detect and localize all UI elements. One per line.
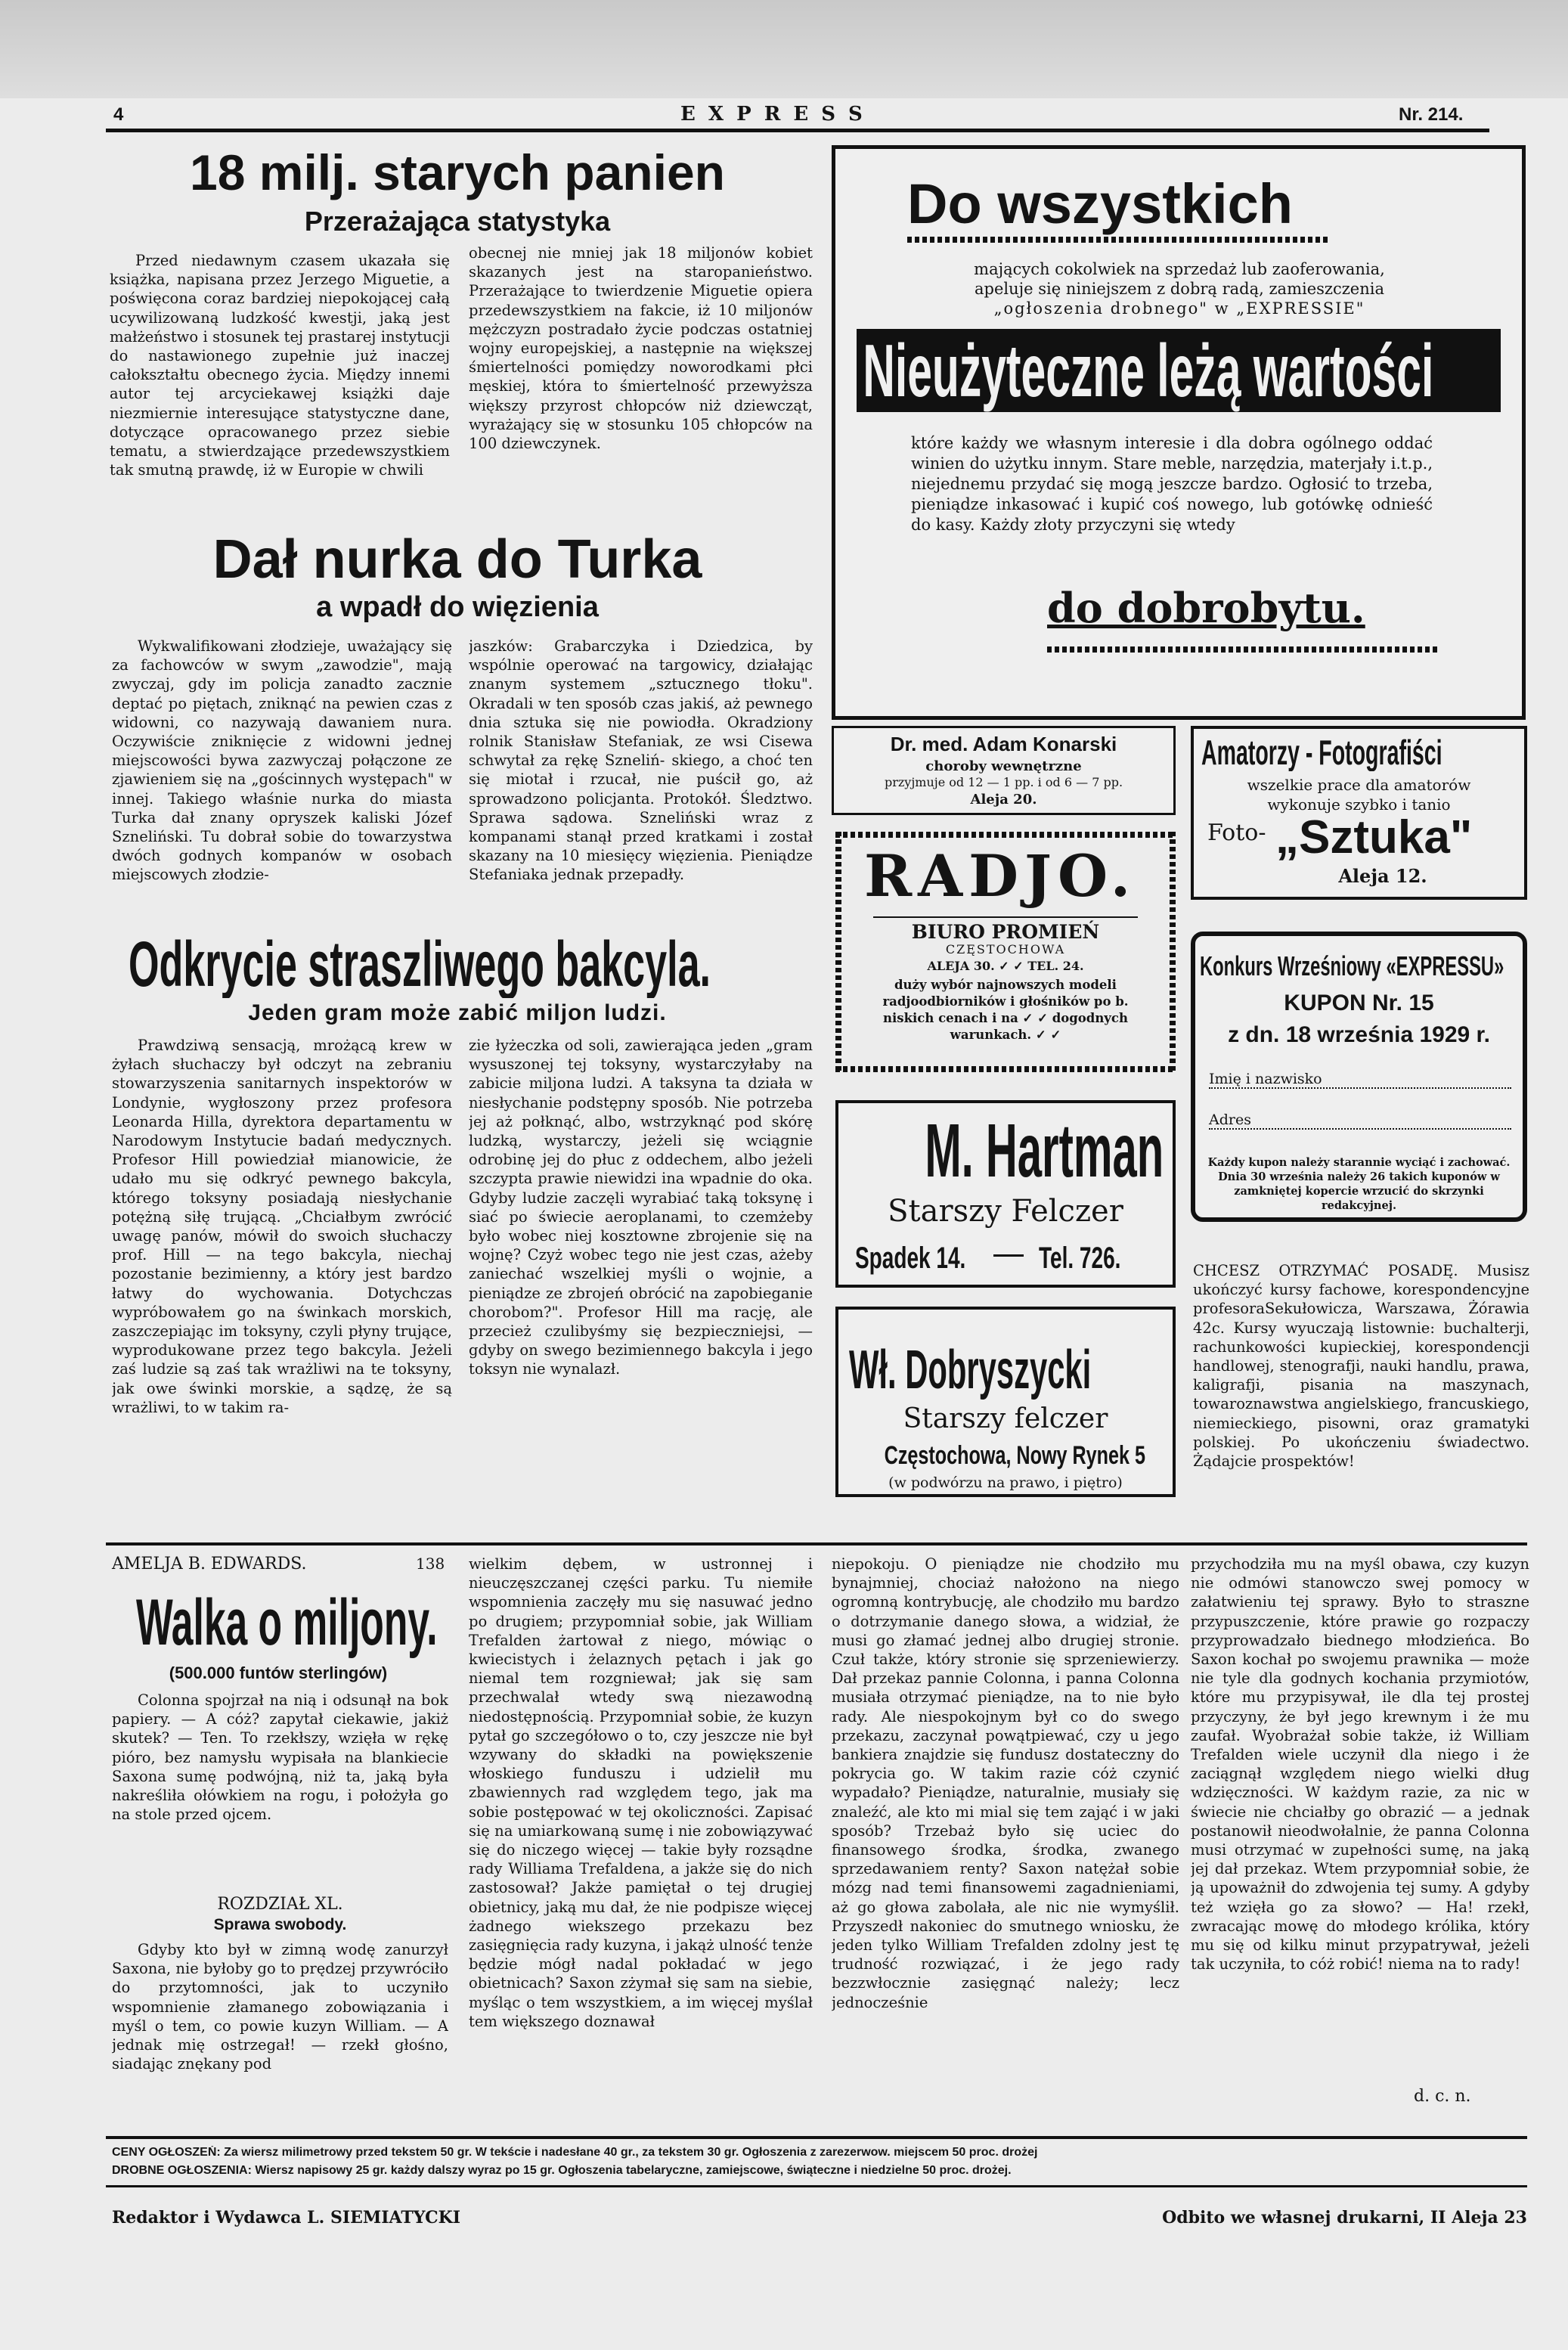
article2-column-1: Wykwalifikowani złodzieje, uważający się za fachowców w swym „zawodzie", mają zwyczaj, gdy im policja zanadto zacznie deptać po piętach, zniknąć na pewien czas z widowni, co nazywają dawaniem nura. Oczywiście zniknięcie z widowni jednej miejscowości bywa zazwyczaj połączone ze zjawieniem się na „gościnnych występach" w innej. Takiego właśnie nurka do miasta Turka dał znany opryszek kaliski Józef Szneliński. Tu dobrał sobie do towarzystwa dwóch godnych kompanów w osobach miejscowych złodzie- [112, 637, 452, 884]
serial-column-2: wielkim dębem, w ustronnej i nieuczęszczanej części parku. Tu niemiłe wspomnienia zaczęły mu się nasuwać jedno po drugiem; przypomniał sobie, jak William Trefalden żartował z niego, mówiąc o kwiecistych i żelaznych pętach i jak go niemal tem rozgniewał; jak się sam przechwalał wtedy swą niezawodną niedostępnością. Przypomniał sobie, że kuzyn pytał go szczegółowo o to, czy jeszcze nie był wzywany do składki na powiększenie włoskiego funduszu i udzielił mu zbawiennych rad względem tego, jak ma sobie postępować w tej okoliczności. Zapisać się na umiarkowaną sumę i nie zobowiązywać się do niczego więcej — takie były rozsądne rady Williama Trefaldena, a jakże się do nich zastosował? Jakże pamiętał o tej drugiej obietnicy, jaką mu dał, że nie podpisze więcej żadnego wiekszego przekazu bez zasięgnięcia rady kuzyna, i jakąż ulność tenże będzie mógł nadal pokładać w jego obietnicach? Saxon zżymał się sam na siebie, myśląc o tem wszystkiem, a im więcej myślał tem większego doznawał [469, 1555, 813, 2030]
ad-radio: RADJO. BIURO PROMIEŃ CZĘSTOCHOWA ALEJA 30. ✓ ✓ TEL. 24. duży wybór najnowszych modeli radjoodbiorników i głośników po b. niskich cenach i na ✓ ✓ dogodnych warunkach. ✓ ✓ [835, 832, 1176, 1072]
article2-title: Dał nurka do Turka [212, 529, 702, 590]
serial-column-1a: Colonna spojrzał na nią i odsunął na bok papiery. — A cóż? zapytał ciekawie, jakiż skutek? — Ten. To rzekłszy, wzięła w rękę pióro, bez namysłu wypisała na blankiecie Saxona sumę podwójną, niż ta, jaką była nakreśliła ołówkiem na rogu, i położyła go na stole przed ojcem. [112, 1691, 448, 1824]
article2-subtitle: a wpadł do więzienia [316, 591, 599, 623]
article3-title: Odkrycie straszliwego bakcyla. [129, 930, 711, 998]
ad-kupon: Konkurs Wrześniowy «EXPRESSU» KUPON Nr. 15 z dn. 18 września 1929 r. Imię i nazwisko Adres Każdy kupon należy starannie wyciąć i zachować. Dnia 30 września należy 26 takich kuponów w zamkniętej kopercie wrzucić do skrzynki redakcyjnej. [1191, 932, 1527, 1222]
issue-number: Nr. 214. [1399, 104, 1464, 125]
ad-banner [857, 329, 1501, 412]
serial-subtitle: (500.000 funtów sterlingów) [169, 1663, 388, 1682]
article1-title: 18 milj. starych panien [190, 144, 725, 200]
serial-title: Walka o miljony. [136, 1586, 438, 1659]
ad-big-intro: mających cokolwiek na sprzedaż lub zaoferowania, apeluje się niniejszem z dobrą radą, zamieszczenia „ogłoszenia drobnego" w „EXPRESSIE" [974, 260, 1385, 318]
editor-line: Redaktor i Wydawca L. SIEMIATYCKI [112, 2208, 461, 2228]
serial-column-4: przychodziła mu na myśl obawa, czy kuzyn nie odmówi stanowczo swej pomocy w załatwieniu tej sprawy. Było to straszne przypuszczenie, które prawie go rozpaczy przyprowadzało biednego młodzieńca. Bo Saxon kochał po swojemu prawnika — może nie tyle dla godnych kochania przymiotów, które mu przypisywał, ile dla tej prostej przyczyny, że był jego krewnym i że mu zaufał. Wyobrażał sobie także, iż William Trefalden wiele uczynił dla niego i że zaciągnął względem niego wielki dług wdzięczności. W każdym razie, za nic w świecie nie chciałby go obrazić — a jednak postanowił nieodwołalnie, że panna Colonna musi otrzymać w zupełności sumę, na jaką jej dał przekaz. Wtem przypomniał sobie, że ją upoważnił do zdwojenia tej sumy. A gdyby też wzięła go za słowo? — Ha! rzekł, zwracając mowę do młodego królika, który mu się od kilku minut przypatrywał, jeżeli tak uczyniła, to cóż robić! niema na to rady! [1191, 1555, 1529, 1973]
article1-column-1: Przed niedawnym czasem ukazała się książka, napisana przez Jerzego Miguetie, a poświęcona coraz bardziej niepokojącej całą ucywilizowaną ludzkość kwestji, jaką jest małżeństwo i stosunek tej prastarej instytucji do nastawionego zupełnie już inaczej całokształtu obecnego życia. Między innemi autor tej arcyciekawej książki daje niezmiernie interesujące statystyczne dane, dotyczące opracowanego przez siebie tematu, a stwierdzające przedewszystkiem tak smutną prawdę, iż w Europie w chwili [110, 252, 450, 479]
article1-subtitle: Przerażająca statystyka [304, 206, 611, 237]
article3-title-wrap [129, 930, 809, 998]
ad-banner-text: Nieużyteczne leżą wartości [863, 329, 1434, 412]
ad-hartman: M. Hartman Starszy Felczer Spadek 14. Tel. 726. [835, 1100, 1176, 1288]
article2-column-2: jaszków: Grabarczyka i Dziedzica, by wspólnie operować na targowicy, działając znanym systemem „sztucznego tłoku". Okradali w ten sposób czas jakiś, aż pewnego dnia sztuka się nie powiodła. Okradziony rolnik Stanisław Stefaniak, ze wsi Cisewa schwytał za rękę Szneliń- skiego, a choć ten się miotał i rzucał, nie puścił go, aż sprowadzono policjanta. Protokół. Śledztwo. Sprawa sądowa. Szneliński wraz z kompanami stanął przed kratkami i został skazany na 10 miesięcy więzienia. Pieniądze Stefaniaka jednak przepadły. [469, 637, 813, 884]
ad-rates-1: CENY OGŁOSZEŃ: Za wiersz milimetrowy przed tekstem 50 gr. W tekście i nadesłane 40 gr., za tekstem 30 gr. Ogłoszenia z zarezerwow. miejscem 50 proc. drożej [112, 2146, 1038, 2159]
ad-big-title: Do wszystkich [907, 172, 1293, 235]
ad-dotted-rule-2 [1047, 646, 1440, 653]
ad-konarski: Dr. med. Adam Konarski choroby wewnętrzne przyjmuje od 12 — 1 pp. i od 6 — 7 pp. Aleja 20. [832, 726, 1176, 815]
chapter-title: Sprawa swobody. [213, 1916, 347, 1933]
serial-column-1b: Gdyby kto był w zimną wodę zanurzył Saxona, nie byłoby go to prędzej przywróciło do przytomności, jak to uczyniło wspomnienie złamanego zobowiązania i myśl o tem, co powie kuzyn William. — A jednak mię ostrzegał! — rzekł głośno, siadając znękany pod [112, 1941, 448, 2073]
serial-column-3: niepokoju. O pieniądze nie chodziło mu bynajmniej, chociaż nałożono na niego ogromną kontrybucję, ale chodziło mu bardzo o dotrzymanie danego słowa, a widział, że musi go złamać jednej albo drugiej stronie. Czuł także, który stronie się sprzeniewierzy. Dał przekaz pannie Colonna, i panna Colonna musiała otrzymać pieniądze, na to nie było rady. Ale niespokojnym był co do swego przekazu, zaczynał powątpiewać, czy u jego bankiera znajdzie się fundusz dostateczny do pokrycia go. W takim razie cóż czynić wypadało? Pieniądze, naturalnie, musiały się znaleźć, ale kto mi mial się tem zająć i w jaki sposób? Trzebaż było się uciec do finansowego środka, środka, zwanego sprzedawaniem renty? Saxon natężał sobie mózg nad temi finansowemi zagadnieniami, aż go głowa zabolała, ale nic nie wymyślił. Przyszedł nakoniec do smutnego wniosku, że jeden tylko William Trefalden zdolny jest tę trudność rozwiązać, i że jego rady bezzwłocznie zasięgnąć należy; lecz jednocześnie [832, 1555, 1179, 2011]
masthead: E X P R E S S [680, 103, 866, 126]
footer-rule [106, 2136, 1527, 2139]
page-number: 4 [113, 104, 124, 125]
section-rule [106, 1542, 1527, 1545]
article3-subtitle: Jeden gram może zabić miljon ludzi. [248, 1000, 667, 1025]
article3-column-2: zie łyżeczka od soli, zawierająca jeden „gram wysuszonej tej toksyny, wystarczyłaby na zabicie miljona ludzi. A taksyna ta działa w niesłychanie podstępny sposób. Nie potrzeba jej aż połknąć, albo, wstrzyknąć pod skórę ludzką, wystarczy, jeżeli się wciągnie odrobinę jej do płuc z oddechem, albo jeżeli szczypta prawie niewidzi ina wpadnie do oka. Gdyby ludzie zaczęli wyrabiać taką toksynę i siać po świecie aeroplanami, to czemżeby było wobec niej kosztowne zbrojenie się na wojnę? Czyż wobec tego nie jest czas, ażeby zaniechać wszelkiej myśli o wojnie, a pieniądze ze zbrojeń obrócić na zapobieganie chorobom?". Profesor Hill ma rację, ale przecież czulibyśmy się bezpieczniejsi, — gdyby on swego bezimiennego bakcyla i jego toksyn nie wynalazł. [469, 1037, 813, 1378]
ad-posada: CHCESZ OTRZYMAĆ POSADĘ. Musisz ukończyć kursy fachowe, korespondencyjne profesoraSekułowicza, Warszawa, Żórawia 42c. Kursy wyuczają listownie: buchalterji, rachunkowości kupieckiej, korespondencji handlowej, stenografji, nauki handlu, prawa, kaligrafji, pisania na maszynach, towaroznawstwa angielskiego, francuskiego, niemieckiego, pisowni, oraz gramatyki polskiej. Po ukończeniu świadectwo. Żądajcie prospektów! [1193, 1262, 1529, 1471]
ad-big-closing: do dobrobytu. [1047, 584, 1365, 632]
ad-do-wszystkich [832, 145, 1526, 720]
ad-dotted-rule [907, 237, 1331, 243]
serial-author: AMELJA B. EDWARDS. [112, 1555, 307, 1573]
article1-column-2: obecnej nie mniej jak 18 miljonów kobiet skazanych jest na staropanieństwo. Przerażające to twierdzenie Miguetie opiera przedewszystkiem na fakcie, iż 10 miljonów mężczyzn postradało życie podczas ostatniej wojny europejskiej, a następnie na większej śmiertelności pomiędzy noworodkami płci męskiej, która to śmiertelność przewyższa większy przyrost chłopców niż dziewcząt, wyrażający się w stosunku 105 chłopców na 100 dziewczynek. [469, 244, 813, 453]
ad-big-body: które każdy we własnym interesie i dla dobra ogólnego oddać winien do użytku innym. Stare meble, narzędzia, materjały i.t.p., niejednemu przydać się mogą jeszcze bardzo. Ogłosić to trzeba, pieniądze inkasować i kupić coś nowego, lub gotówkę odnieść do kasy. Każdy złoty przyczyni się wtedy [911, 434, 1433, 534]
serial-number: 138 [416, 1555, 445, 1573]
ad-foto-sztuka: Amatorzy - Fotografiści wszelkie prace dla amatorów wykonuje szybko i tanio Foto- „Sztuka" Aleja 12. [1191, 726, 1527, 900]
printer-line: Odbito we własnej drukarni, II Aleja 23 [1162, 2208, 1527, 2228]
footer-rule-2 [106, 2185, 1527, 2187]
serial-signature: d. c. n. [1414, 2087, 1471, 2106]
ad-rates-2: DROBNE OGŁOSZENIA: Wiersz napisowy 25 gr. każdy dalszy wyraz po 15 gr. Ogłoszenia tabelaryczne, zamiejscowe, świąteczne i niedzielne 50 proc. drożej. [112, 2164, 1012, 2177]
article3-column-1: Prawdziwą sensacją, mrożącą krew w żyłach słuchaczy był odczyt na zebraniu stowarzyszenia sanitarnych inspektorów w Londynie, wygłoszony przez profesora Leonarda Hilla, dyrektora departamentu w Narodowym Instytucie badań medycznych. Profesor Hill powiedział mianowicie, że udało mu się odkryć pewnego bakcyla, którego toksyny posiadają niesłychanie potężną siłę trującą. „Chciałbym zwrócić uwagę panów, mówił do swoich słuchaczy prof. Hill — na tego bakcyla, niechaj pozostanie bezimienny, a który jest bardzo łatwy do wychowania. Dotychczas wypróbowałem go na świnkach morskich, zaszczepiając im toksyny, czyli płyny trujące, wyprodukowane przez tego bakcyla. Jeżeli zaś ludzie są zaś tak wrażliwi na te toksyny, jak owe świnki morskie, a sądzę, że są wrażliwi, to w takim ra- [112, 1037, 452, 1416]
chapter-heading: ROZDZIAŁ XL. [217, 1895, 343, 1914]
ad-dobryszycki: Wł. Dobryszycki Starszy felczer Częstochowa, Nowy Rynek 5 (w podwórzu na prawo, i piętro) [835, 1307, 1176, 1497]
scan-top-margin [0, 0, 1568, 98]
header-rule [106, 129, 1489, 132]
